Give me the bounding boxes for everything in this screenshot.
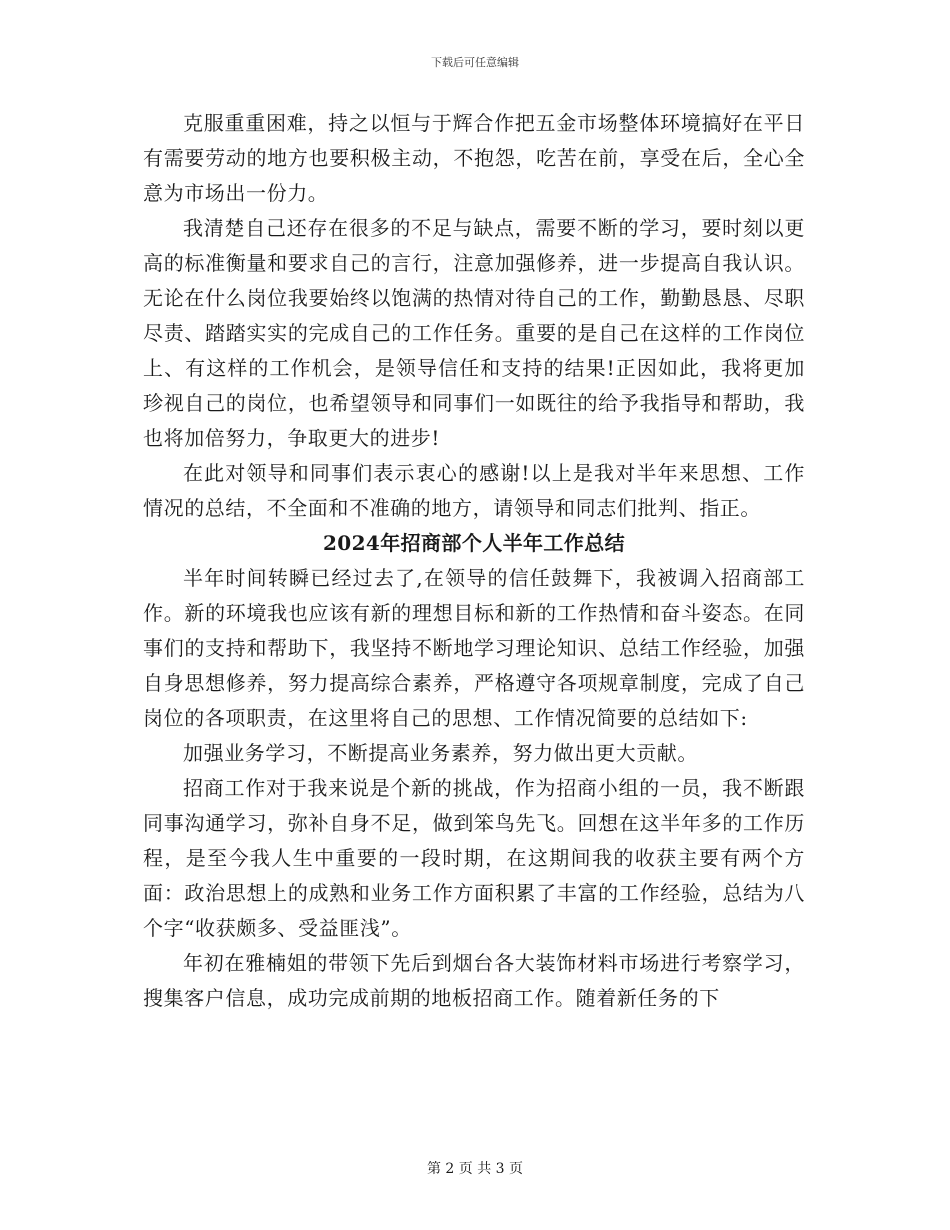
document-body: [143, 106, 805, 1016]
paragraph: 招商工作对于我来说是个新的挑战，作为招商小组的一员，我不断跟同事沟通学习，弥补自身不足，做到笨鸟先飞。回想在这半年多的工作历程，是至今我人生中重要的一段时期，在这期间我的收获主要有两个方面：政治思想上的成熟和业务工作方面积累了丰富的工作经验，总结为八个字“收获颇多、受益匪浅”。: [143, 776, 805, 940]
paragraph: 加强业务学习，不断提高业务素养，努力做出更大贡献。: [183, 741, 698, 765]
paragraph: 我清楚自己还存在很多的不足与缺点，需要不断的学习，要时刻以更高的标准衡量和要求自己的言行，注意加强修养，进一步提高自我认识。无论在什么岗位我要始终以饱满的热情对待自己的工作，勤勤恳恳、尽职尽责、踏踏实实的完成自己的工作任务。重要的是自己在这样的工作岗位上、有这样的工作机会，是领导信任和支持的结果!正因如此，我将更加珍视自己的岗位，也希望领导和同事们一如既往的给予我指导和帮助，我也将加倍努力，争取更大的进步!: [143, 216, 805, 450]
paragraph: 年初在雅楠姐的带领下先后到烟台各大装饰材料市场进行考察学习，搜集客户信息，成功完成前期的地板招商工作。随着新任务的下: [143, 951, 805, 1010]
paragraph: 克服重重困难，持之以恒与于辉合作把五金市场整体环境搞好在平日有需要劳动的地方也要积极主动，不抱怨，吃苦在前，享受在后，全心全意为市场出一份力。: [143, 111, 805, 205]
page-header: 下载后可任意编辑: [431, 56, 519, 69]
paragraph: 在此对领导和同事们表示衷心的感谢!以上是我对半年来思想、工作情况的总结，不全面和不准确的地方，请领导和同志们批判、指正。: [143, 461, 805, 520]
page-number: 第 2 页 共 3 页: [426, 1161, 524, 1177]
paragraph: 半年时间转瞬已经过去了,在领导的信任鼓舞下，我被调入招商部工作。新的环境我也应该有新的理想目标和新的工作热情和奋斗姿态。在同事们的支持和帮助下，我坚持不断地学习理论知识、总结工作经验，加强自身思想修养，努力提高综合素养，严格遵守各项规章制度，完成了自己岗位的各项职责，在这里将自己的思想、工作情况简要的总结如下:: [143, 566, 805, 730]
section-title: 2024年招商部个人半年工作总结: [322, 531, 626, 555]
